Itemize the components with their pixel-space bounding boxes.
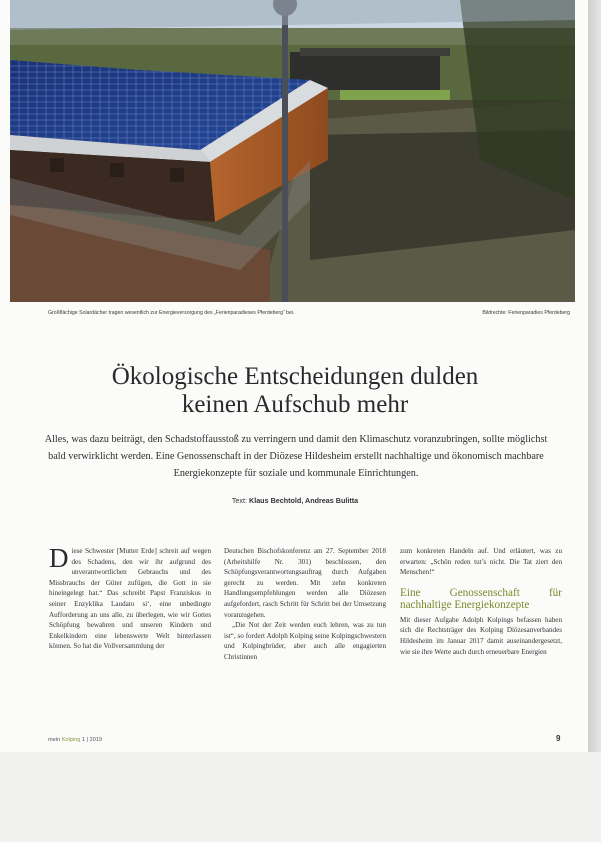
issue-number: 1 | 2019 (81, 737, 103, 743)
drop-cap: D (49, 543, 69, 573)
column-2-paragraph-1: Deutschen Bischofskonferenz am 27. September 2018 (Arbeitshilfe Nr. 301) beschlossen, den Schöpfungsverantwortungsauftrag durch Aufgaben gerecht zu werden. Mit zehn konkreten Handlungsempfehlungen werden alle Diözesen aufgefordert, rasch Schritt für Schritt bei der Umsetzung voranzugehen. (224, 547, 386, 619)
column-2-paragraph-2: „Die Not der Zeit werden euch lehren, was zu tun ist“, so fordert Adolph Kolping seine Kolpingschwestern und Kolpingbrüder, aber auch alle engagierten Christinnen (224, 621, 386, 661)
photo-caption: Großflächige Solardächer tragen wesentlich zur Energieversorgung des „Ferienparadieses Pferdeberg“ bei. (48, 310, 295, 316)
magazine-name: mein (48, 737, 61, 743)
headline-line-1: Ökologische Entscheidungen dulden (111, 363, 479, 390)
body-column-3 (400, 546, 562, 657)
byline-authors: Klaus Bechtold, Andreas Bulitta (249, 496, 359, 505)
scan-background (0, 752, 601, 842)
column-1-paragraph (49, 543, 211, 652)
page-edge (588, 0, 601, 842)
headline-line-2: keinen Aufschub mehr (181, 391, 409, 418)
article-lead: Alles, was dazu beiträgt, den Schadstoffausstoß zu verringern und damit den Klimaschutz voranzubringen, sollte möglichst bald verwirklicht werden. Eine Genossenschaft in der Diözese Hildesheim erstellt nachhaltige und ökonomisch machbare Energiekonzepte für soziale und kommunale Einrichtungen. (44, 434, 548, 479)
photo-credit: Bildrechte: Ferienparadies Pferdeberg (482, 310, 570, 316)
body-column-2 (224, 546, 386, 663)
column-1-text: iese Schwester [Mutter Erde] schreit auf wegen des Schadens, den wir ihr aufgrund des unverantwortlichen Gebrauchs und des Missbrauchs der Güter zufügen, die Gott in sie hineingelegt hat.“ Das schreibt Papst Franziskus in seiner Enzyklika Laudato si‘, eine unbedingte Aufforderung an uns alle, zu überlegen, wie wir Gottes Schöpfung bewahren und unseren Kindern und Enkelkindern eine lebenswerte Welt hinterlassen können. So hat die Vollversammlung der (49, 547, 211, 651)
magazine-name-accent: Kolping (61, 737, 81, 743)
photo-illustration (10, 0, 575, 302)
page-number: 9 (556, 734, 561, 743)
article-byline (40, 496, 550, 505)
column-3-paragraph-1: zum konkreten Handeln auf. Und erläutert, was zu erwarten: „Schön reden tut’s nicht. Die Tat ziert den Menschen!“ (400, 547, 562, 577)
article-headline (40, 363, 550, 419)
column-3-paragraph-2: Mit dieser Aufgabe Adolph Kolpings befassen haben sich die Rechtsträger des Kolping Diözesanverbandes Hildesheim im Januar 2017 damit auseinandergesetzt, wie sie ihre Werte auch durch erneuerbare Energien (400, 615, 562, 656)
byline-prefix: Text: (231, 496, 247, 505)
magazine-footer (48, 737, 102, 743)
solar-roof-photo (10, 0, 575, 302)
section-subheading: Eine Genossenschaft für nachhaltige Energiekonzepte (400, 586, 562, 611)
body-column-1 (49, 543, 211, 652)
